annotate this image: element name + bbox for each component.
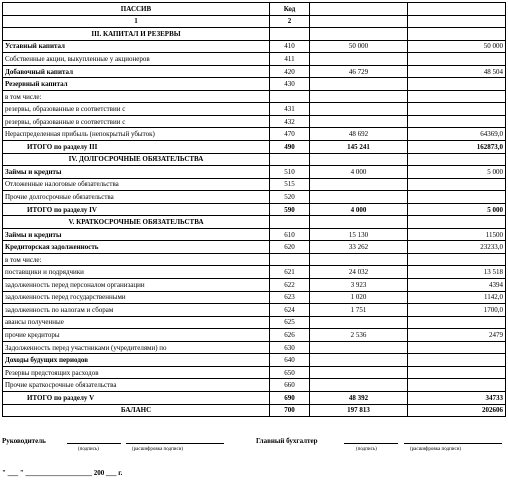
row-code: 470	[270, 128, 310, 141]
row-code	[270, 253, 310, 266]
table-row	[3, 241, 506, 254]
row-value-end: 1142,0	[408, 291, 506, 304]
row-label: резервы, образованные в соответствии с	[3, 115, 270, 128]
row-value-end: 1700,0	[408, 304, 506, 317]
director-signature-caption: (подпись)	[78, 447, 99, 452]
table-row	[3, 366, 506, 379]
date-line: " ___ " ___________________ 200 ___ г.	[2, 469, 123, 477]
table-row	[3, 279, 506, 292]
row-value-start	[310, 316, 408, 329]
row-label: задолженность по налогам и сборам	[3, 304, 270, 317]
row-value-end: 2479	[408, 329, 506, 342]
row-value-start: 15 130	[310, 228, 408, 241]
table-row	[3, 78, 506, 91]
row-value-end	[408, 178, 506, 191]
row-value-end: 64369,0	[408, 128, 506, 141]
row-label: Прочие долгосрочные обязательства	[3, 191, 270, 204]
table-row	[3, 128, 506, 141]
row-value-start: 4 000	[310, 166, 408, 179]
row-value-end	[408, 103, 506, 116]
row-value-start: 48 692	[310, 128, 408, 141]
row-label: резервы, образованные в соответствии с	[3, 103, 270, 116]
row-value-end: 11500	[408, 228, 506, 241]
row-value-end	[408, 341, 506, 354]
row-value-start: 24 032	[310, 266, 408, 279]
row-code: 640	[270, 354, 310, 367]
row-code: 490	[270, 141, 310, 154]
row-value-start: 1 751	[310, 304, 408, 317]
row-code: 630	[270, 341, 310, 354]
row-value-start	[310, 28, 408, 41]
column-header-code: Код	[270, 3, 310, 16]
table-row	[3, 90, 506, 103]
table-row	[3, 253, 506, 266]
table-row	[3, 291, 506, 304]
column-header-start	[310, 3, 408, 16]
row-value-start: 3 923	[310, 279, 408, 292]
row-code: 623	[270, 291, 310, 304]
director-signature-line	[67, 443, 121, 444]
row-label: авансы полученные	[3, 316, 270, 329]
row-value-start: 2 536	[310, 329, 408, 342]
row-label: III. КАПИТАЛ И РЕЗЕРВЫ	[3, 28, 270, 41]
row-value-end: 48 504	[408, 65, 506, 78]
row-value-end: 5 000	[408, 203, 506, 216]
row-code	[270, 90, 310, 103]
row-value-end	[408, 90, 506, 103]
column-number-3	[310, 15, 408, 28]
row-code: 590	[270, 203, 310, 216]
table-row	[3, 178, 506, 191]
row-value-start	[310, 216, 408, 229]
column-header-liability: ПАССИВ	[3, 3, 270, 16]
table-row	[3, 166, 506, 179]
balance-table	[2, 2, 506, 417]
row-value-start: 33 262	[310, 241, 408, 254]
row-label: V. КРАТКОСРОЧНЫЕ ОБЯЗАТЕЛЬСТВА	[3, 216, 270, 229]
row-label: ИТОГО по разделу III	[3, 141, 270, 154]
row-code: 626	[270, 329, 310, 342]
row-value-start	[310, 354, 408, 367]
row-label: задолженность перед персоналом организации	[3, 279, 270, 292]
row-value-end	[408, 78, 506, 91]
table-row	[3, 141, 506, 154]
column-header-end	[408, 3, 506, 16]
row-value-start	[310, 103, 408, 116]
row-value-start	[310, 341, 408, 354]
accountant-signature-caption: (подпись)	[356, 447, 377, 452]
row-label: Добавочный капитал	[3, 65, 270, 78]
row-code: 411	[270, 53, 310, 66]
table-row	[3, 341, 506, 354]
director-name-line	[126, 443, 224, 444]
row-code: 690	[270, 391, 310, 404]
row-label: Доходы будущих периодов	[3, 354, 270, 367]
row-label: в том числе:	[3, 253, 270, 266]
row-code: 432	[270, 115, 310, 128]
table-row	[3, 228, 506, 241]
row-value-start: 4 000	[310, 203, 408, 216]
row-label: прочие кредиторы	[3, 329, 270, 342]
row-code: 622	[270, 279, 310, 292]
signature-footer	[0, 432, 508, 488]
row-code: 621	[270, 266, 310, 279]
row-code: 510	[270, 166, 310, 179]
row-label: Уставный капитал	[3, 40, 270, 53]
table-row	[3, 115, 506, 128]
row-value-start	[310, 366, 408, 379]
row-label: поставщики и подрядчики	[3, 266, 270, 279]
row-value-end: 13 518	[408, 266, 506, 279]
row-value-start: 197 813	[310, 404, 408, 417]
row-label: ИТОГО по разделу V	[3, 391, 270, 404]
row-code: 515	[270, 178, 310, 191]
row-value-start	[310, 153, 408, 166]
row-value-start	[310, 379, 408, 392]
row-code: 430	[270, 78, 310, 91]
row-label: IV. ДОЛГОСРОЧНЫЕ ОБЯЗАТЕЛЬСТВА	[3, 153, 270, 166]
table-row	[3, 379, 506, 392]
row-value-end	[408, 216, 506, 229]
row-value-start	[310, 178, 408, 191]
row-value-end: 23233,0	[408, 241, 506, 254]
row-value-start: 1 020	[310, 291, 408, 304]
accountant-name-caption: (расшифровка подписи)	[410, 447, 462, 452]
row-label: ИТОГО по разделу IV	[3, 203, 270, 216]
table-row	[3, 354, 506, 367]
row-value-start	[310, 191, 408, 204]
column-number-1: 1	[3, 15, 270, 28]
header-row	[3, 3, 506, 16]
director-name-caption: (расшифровка подписи)	[132, 447, 184, 452]
column-number-2: 2	[270, 15, 310, 28]
table-row	[3, 391, 506, 404]
accountant-signature-line	[344, 443, 398, 444]
row-value-end	[408, 316, 506, 329]
table-row	[3, 203, 506, 216]
row-value-end: 202606	[408, 404, 506, 417]
row-value-start: 145 241	[310, 141, 408, 154]
row-value-end: 50 000	[408, 40, 506, 53]
row-label: Займы и кредиты	[3, 166, 270, 179]
table-row	[3, 304, 506, 317]
table-row	[3, 191, 506, 204]
row-code: 520	[270, 191, 310, 204]
table-row	[3, 216, 506, 229]
row-value-start	[310, 53, 408, 66]
table-row	[3, 40, 506, 53]
row-value-end	[408, 153, 506, 166]
director-label: Руководитель	[2, 437, 46, 445]
table-row	[3, 65, 506, 78]
row-label: Кредиторская задолженность	[3, 241, 270, 254]
row-code: 660	[270, 379, 310, 392]
row-value-end	[408, 379, 506, 392]
table-row	[3, 53, 506, 66]
row-label: Собственные акции, выкупленные у акционеров	[3, 53, 270, 66]
row-value-start	[310, 78, 408, 91]
row-code: 610	[270, 228, 310, 241]
row-code	[270, 153, 310, 166]
row-label: Прочие краткосрочные обязательства	[3, 379, 270, 392]
row-code: 410	[270, 40, 310, 53]
row-label: задолженность перед государственными	[3, 291, 270, 304]
row-label: Задолженность перед участниками (учредителями) по	[3, 341, 270, 354]
row-value-start	[310, 90, 408, 103]
chief-accountant-label: Главный бухгалтер	[256, 437, 318, 445]
row-label: Нераспределенная прибыль (непокрытый убыток)	[3, 128, 270, 141]
row-value-end: 34733	[408, 391, 506, 404]
row-value-end: 162873,0	[408, 141, 506, 154]
table-row	[3, 153, 506, 166]
row-code	[270, 28, 310, 41]
row-value-end	[408, 28, 506, 41]
table-row	[3, 266, 506, 279]
table-row	[3, 404, 506, 417]
row-value-start	[310, 115, 408, 128]
row-code: 650	[270, 366, 310, 379]
header-number-row	[3, 15, 506, 28]
table-row	[3, 103, 506, 116]
row-value-start: 50 000	[310, 40, 408, 53]
row-code: 625	[270, 316, 310, 329]
row-label: БАЛАНС	[3, 404, 270, 417]
row-value-start	[310, 253, 408, 266]
table-row	[3, 28, 506, 41]
accountant-name-line	[404, 443, 502, 444]
table-row	[3, 316, 506, 329]
row-label: Займы и кредиты	[3, 228, 270, 241]
row-value-end	[408, 53, 506, 66]
column-number-4	[408, 15, 506, 28]
row-code: 624	[270, 304, 310, 317]
row-value-end	[408, 253, 506, 266]
row-value-end	[408, 366, 506, 379]
row-value-end	[408, 115, 506, 128]
row-value-end: 5 000	[408, 166, 506, 179]
row-label: Резервный капитал	[3, 78, 270, 91]
table-row	[3, 329, 506, 342]
row-code: 620	[270, 241, 310, 254]
row-label: Отложенные налоговые обязательства	[3, 178, 270, 191]
row-code	[270, 216, 310, 229]
row-value-end: 4394	[408, 279, 506, 292]
row-value-start: 46 729	[310, 65, 408, 78]
row-label: Резервы предстоящих расходов	[3, 366, 270, 379]
row-code: 700	[270, 404, 310, 417]
row-value-start: 48 392	[310, 391, 408, 404]
row-label: в том числе:	[3, 90, 270, 103]
row-value-end	[408, 191, 506, 204]
row-code: 420	[270, 65, 310, 78]
row-code: 431	[270, 103, 310, 116]
row-value-end	[408, 354, 506, 367]
